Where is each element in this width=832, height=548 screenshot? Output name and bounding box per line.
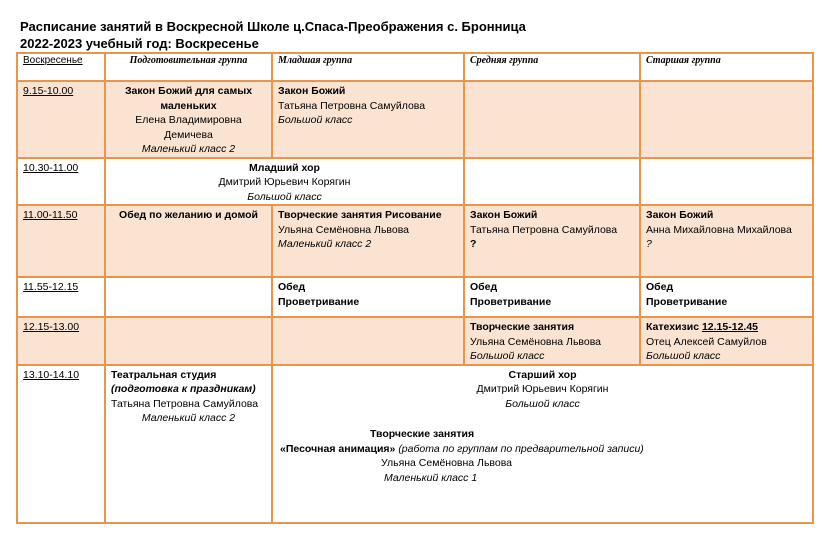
middle-cell [464, 317, 640, 365]
senior-cell [640, 205, 813, 277]
junior-cell [272, 277, 464, 317]
time-cell: 11.00-11.50 [17, 205, 105, 277]
teacher: Татьяна Петровна Самуйлова [278, 99, 426, 112]
time-cell: 9.15-10.00 [17, 81, 105, 158]
teacher: Дмитрий Юрьевич Корягин [218, 176, 351, 188]
creative-subject: Творческие занятия [370, 428, 475, 440]
room: Большой класс [646, 350, 721, 362]
senior-cell [640, 81, 813, 158]
room: Маленький класс 2 [278, 238, 372, 250]
time-cell: 12.15-13.00 [17, 317, 105, 365]
teacher: Отец Алексей Самуйлов [646, 335, 767, 348]
subject: Театральная студия [111, 368, 217, 381]
subject: Младший хор [249, 161, 320, 174]
merged-cell [272, 365, 813, 523]
lunch-label: Обед [646, 281, 674, 293]
subject: Закон Божий [470, 209, 538, 221]
schedule-table [16, 52, 814, 524]
note: (подготовка к праздникам) [111, 383, 256, 395]
ventilation-label: Проветривание [646, 295, 728, 308]
time-cell: 13.10-14.10 [17, 365, 105, 523]
table-row [17, 205, 813, 277]
junior-cell [272, 205, 464, 277]
schedule-title: Расписание занятий в Воскресной Школе ц.Спаса-Преображения с. Бронница [20, 19, 526, 34]
table-row [17, 317, 813, 365]
teacher: Анна Михайловна Михайлова [646, 223, 792, 236]
creative-item-line [278, 442, 807, 457]
header-junior-group: Младшая группа [272, 53, 464, 81]
subject-time: 12.15-12.45 [701, 321, 759, 333]
prep-cell [105, 277, 272, 317]
teacher: Татьяна Петровна Самуйлова [470, 223, 618, 236]
choir-subject: Старший хор [508, 368, 577, 381]
table-row [17, 365, 813, 523]
creative-note: (работа по группам по предварительной записи) [398, 442, 644, 455]
teacher: Елена Владимировна Демичева [135, 114, 242, 141]
room: ? [646, 238, 652, 250]
subject: Закон Божий [646, 209, 714, 221]
junior-cell [272, 317, 464, 365]
time-cell: 10.30-11.00 [17, 158, 105, 206]
subject: Творческие занятия [470, 321, 575, 333]
room: Большой класс [247, 190, 322, 203]
creative-teacher: Ульяна Семёновна Львова [381, 457, 513, 469]
subject: Обед по желанию и домой [119, 209, 258, 221]
junior-cell [272, 81, 464, 158]
spacer [278, 411, 807, 427]
school-year-subtitle: 2022-2023 учебный год: Воскресенье [20, 36, 259, 51]
subject: Катехизис [646, 321, 700, 333]
middle-cell [464, 205, 640, 277]
table-row [17, 81, 813, 158]
prep-cell [105, 81, 272, 158]
subject: Закон Божий для самых маленьких [124, 85, 253, 112]
merged-cell [105, 158, 464, 206]
subject-line [646, 320, 807, 335]
table-row [17, 158, 813, 206]
middle-cell [464, 277, 640, 317]
choir-teacher: Дмитрий Юрьевич Корягин [476, 383, 609, 395]
senior-cell [640, 158, 813, 206]
table-row [17, 277, 813, 317]
ventilation-label: Проветривание [470, 295, 552, 308]
room: ? [470, 238, 477, 250]
teacher: Татьяна Петровна Самуйлова [111, 397, 259, 410]
middle-cell [464, 158, 640, 206]
lunch-label: Обед [278, 281, 306, 293]
teacher: Ульяна Семёновна Львова [278, 223, 410, 236]
header-prep-group: Подготовительная группа [105, 53, 272, 81]
creative-item: «Песочная анимация» [280, 442, 396, 455]
choir-room: Большой класс [505, 397, 580, 410]
room: Большой класс [278, 114, 353, 126]
creative-room: Маленький класс 1 [384, 471, 478, 484]
room: Маленький класс 2 [141, 143, 236, 155]
room: Большой класс [470, 350, 545, 362]
header-day: Воскресенье [17, 53, 105, 81]
teacher: Ульяна Семёновна Львова [470, 335, 602, 348]
room: Маленький класс 2 [141, 412, 236, 424]
ventilation-label: Проветривание [278, 295, 360, 308]
prep-cell [105, 205, 272, 277]
prep-cell [105, 317, 272, 365]
time-cell: 11.55-12.15 [17, 277, 105, 317]
header-row [17, 53, 813, 81]
middle-cell [464, 81, 640, 158]
lunch-label: Обед [470, 281, 498, 293]
senior-cell [640, 317, 813, 365]
prep-cell [105, 365, 272, 523]
subject: Закон Божий [278, 85, 346, 97]
subject: Творческие занятия Рисование [278, 209, 442, 221]
header-senior-group: Старшая группа [640, 53, 813, 81]
senior-cell [640, 277, 813, 317]
header-middle-group: Средняя группа [464, 53, 640, 81]
